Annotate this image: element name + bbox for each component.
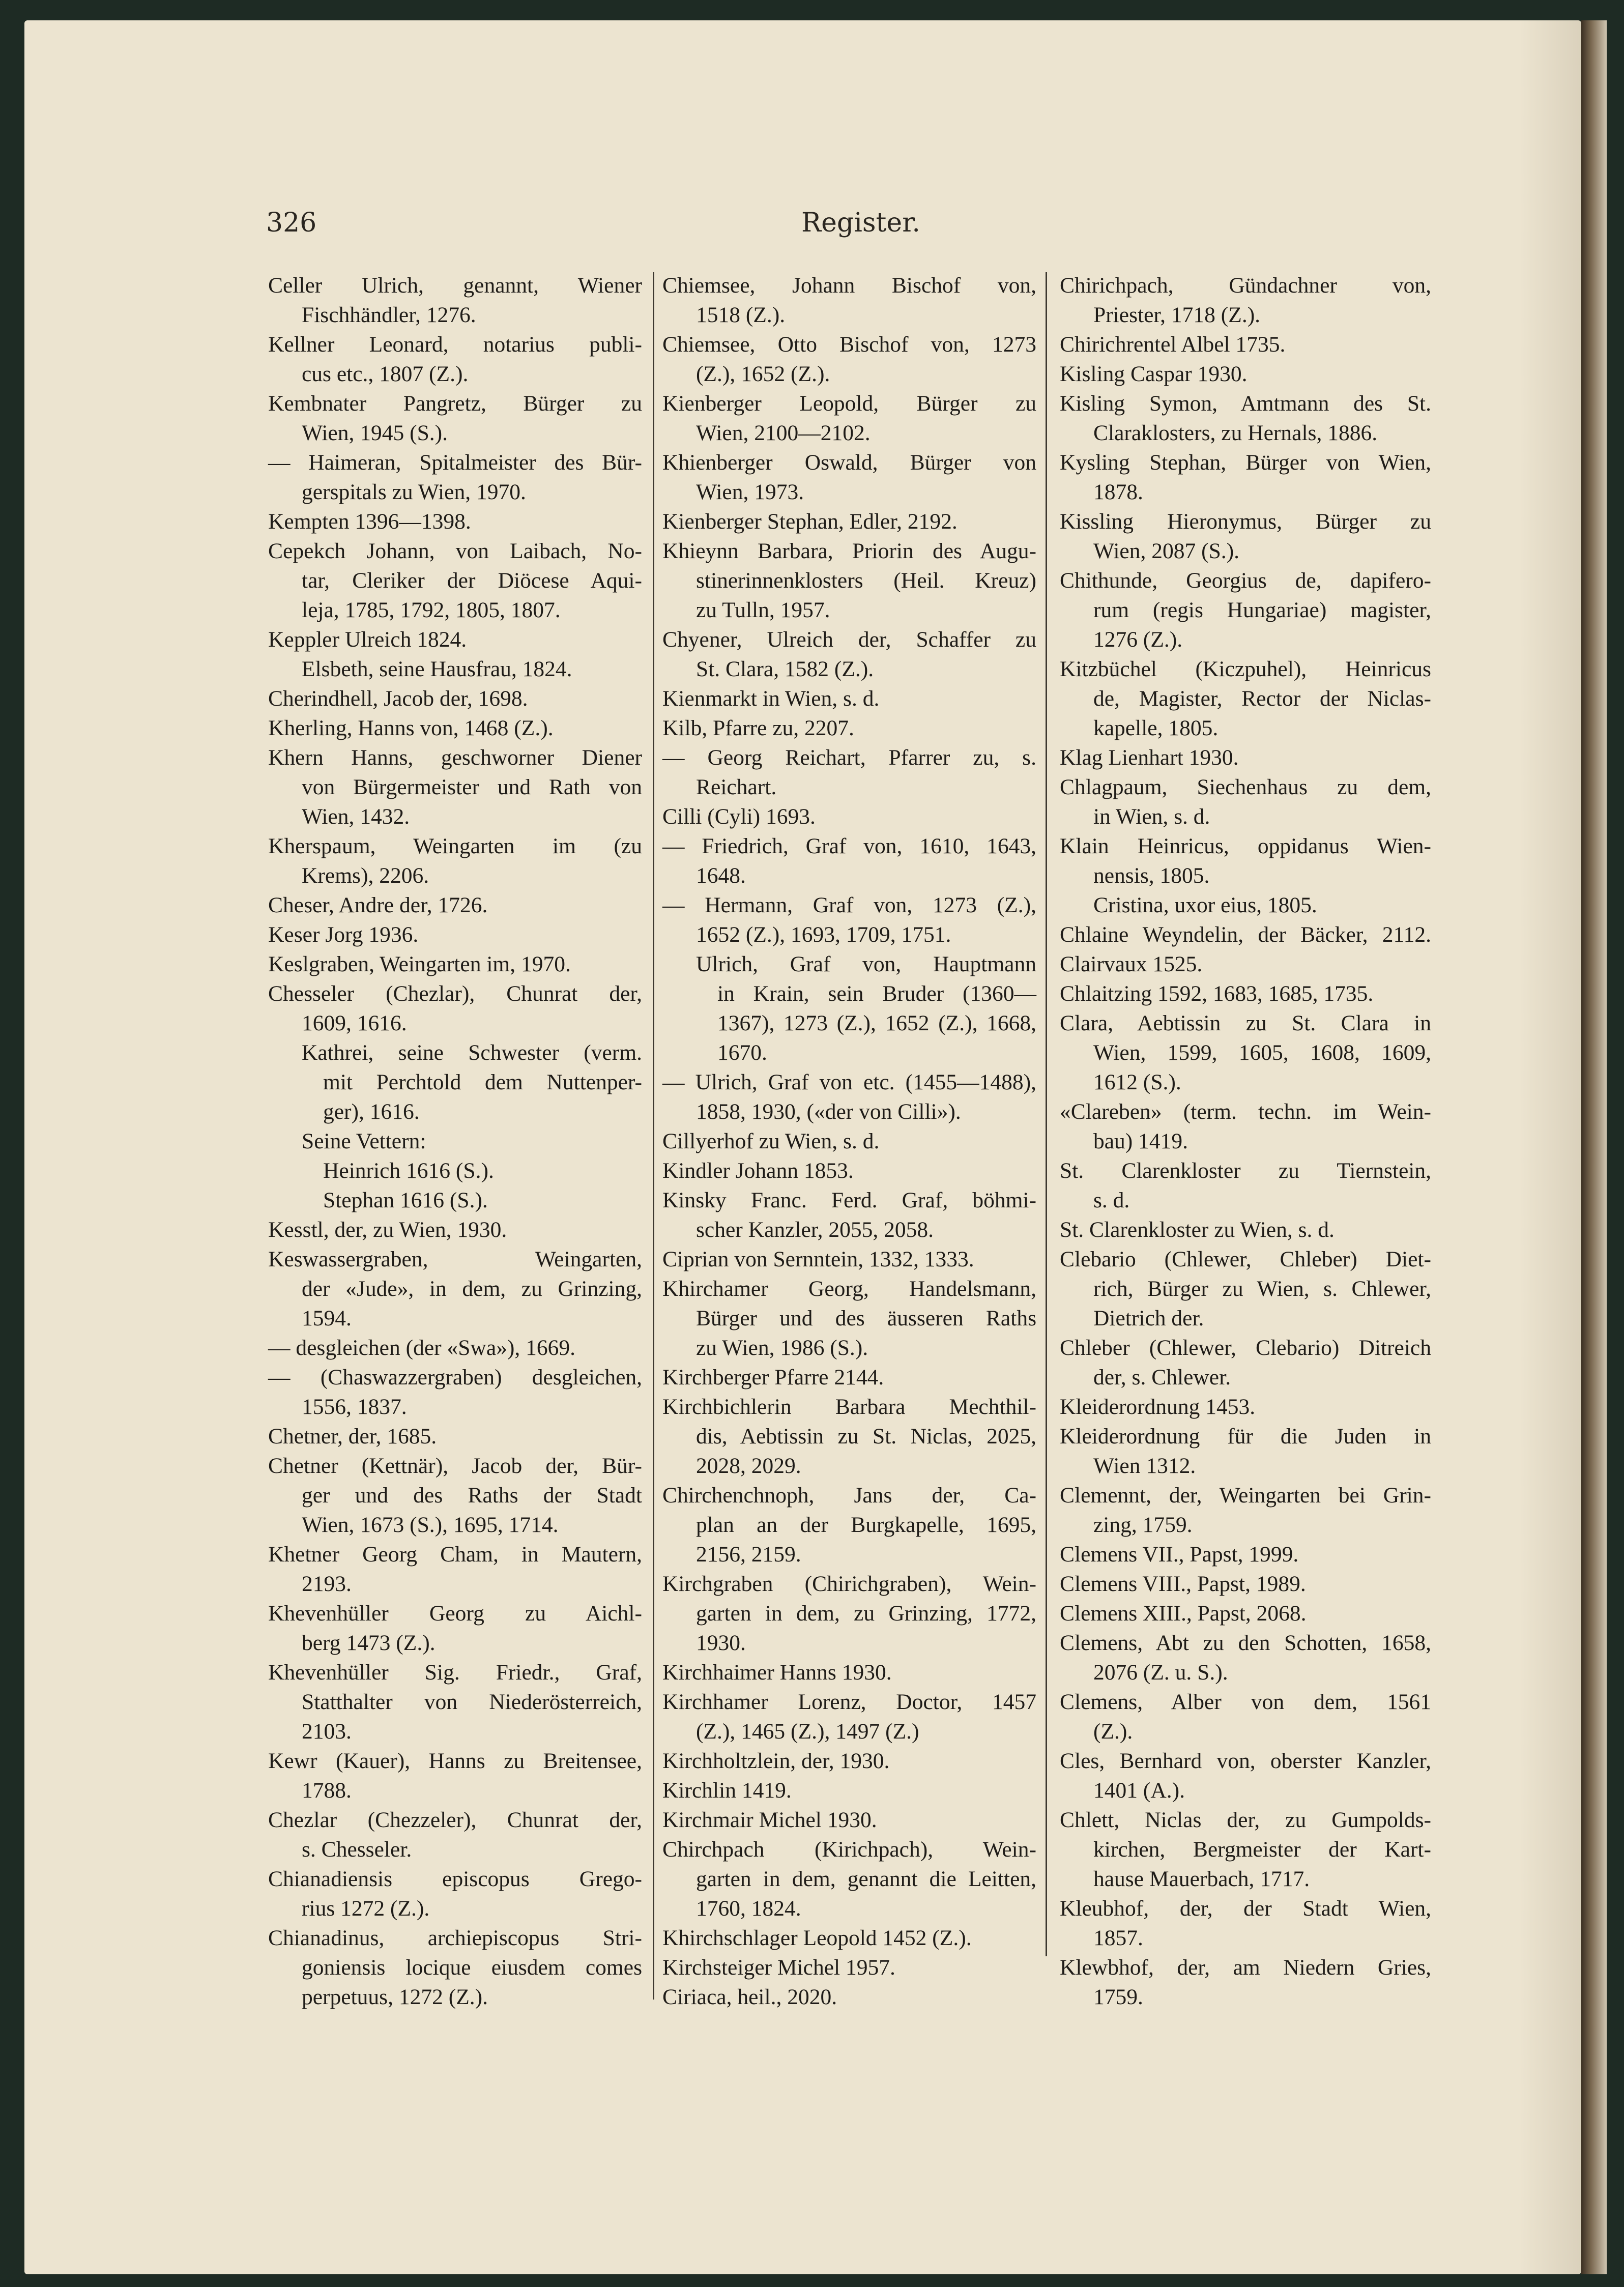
index-line: Statthalter von Niederösterreich, (302, 1690, 642, 1714)
index-line: der, s. Chlewer. (1093, 1365, 1231, 1389)
index-line: Kleubhof, der, der Stadt Wien, (1060, 1896, 1431, 1921)
index-line: 1276 (Z.). (1093, 627, 1183, 652)
index-line: Kembnater Pangretz, Bürger zu (268, 391, 642, 416)
index-line: rum (regis Hungariae) magister, (1093, 598, 1431, 622)
index-line: Kewr (Kauer), Hanns zu Breitensee, (268, 1749, 642, 1773)
index-line: Kirchmair Michel 1930. (662, 1808, 877, 1832)
index-line: Khern Hanns, geschworner Diener (268, 745, 642, 770)
register-column-3 (1060, 271, 1431, 2012)
index-line: — (Chaswazzergraben) desgleichen, (268, 1365, 642, 1389)
index-line: kirchen, Bergmeister der Kart- (1093, 1837, 1431, 1862)
index-line: — Georg Reichart, Pfarrer zu, s. (662, 745, 1036, 770)
index-line: Chezlar (Chezzeler), Chunrat der, (268, 1808, 642, 1832)
index-line: Chianadiensis episcopus Grego- (268, 1867, 642, 1891)
index-line: Kirchgraben (Chirichgraben), Wein- (662, 1572, 1036, 1596)
index-line: Cillyerhof zu Wien, s. d. (662, 1129, 880, 1153)
index-line: Kissling Hieronymus, Bürger zu (1060, 509, 1431, 534)
index-line: Chirchpach (Kirichpach), Wein- (662, 1837, 1036, 1862)
index-line: rich, Bürger zu Wien, s. Chlewer, (1093, 1277, 1431, 1301)
index-line: 1648. (696, 863, 746, 888)
index-line: Kirchberger Pfarre 2144. (662, 1365, 884, 1389)
index-line: 1930. (696, 1631, 746, 1655)
index-line: s. d. (1093, 1188, 1130, 1212)
index-line: Cepekch Johann, von Laibach, No- (268, 539, 642, 563)
index-line: Kleiderordnung für die Juden in (1060, 1424, 1431, 1449)
column-divider (1046, 272, 1047, 1956)
index-line: Chleber (Chlewer, Clebario) Ditreich (1060, 1336, 1431, 1360)
index-line: (Z.). (1093, 1719, 1133, 1744)
index-line: zu Tulln, 1957. (696, 598, 830, 622)
index-line: Kherling, Hanns von, 1468 (Z.). (268, 716, 554, 740)
index-line: Kindler Johann 1853. (662, 1159, 854, 1183)
index-line: Wien 1312. (1093, 1454, 1196, 1478)
index-line: Cherindhell, Jacob der, 1698. (268, 686, 528, 711)
index-line: Kirchhamer Lorenz, Doctor, 1457 (662, 1690, 1036, 1714)
index-line: St. Clarenkloster zu Tiernstein, (1060, 1159, 1431, 1183)
index-line: Clemens, Abt zu den Schotten, 1658, (1060, 1631, 1431, 1655)
index-line: «Clareben» (term. techn. im Wein- (1060, 1099, 1431, 1124)
register-column-1 (268, 271, 642, 2012)
page-fold (1581, 20, 1607, 2274)
register-column-2 (662, 271, 1036, 2012)
index-line: Chiemsee, Otto Bischof von, 1273 (662, 332, 1036, 357)
index-line: Clemens VIII., Papst, 1989. (1060, 1572, 1306, 1596)
index-line: 2028, 2029. (696, 1454, 801, 1478)
index-line: 1652 (Z.), 1693, 1709, 1751. (696, 922, 951, 947)
index-line: Fischhändler, 1276. (302, 303, 476, 327)
index-line: (Z.), 1465 (Z.), 1497 (Z.) (696, 1719, 919, 1744)
index-line: Wien, 1973. (696, 480, 804, 504)
index-line: 1367), 1273 (Z.), 1652 (Z.), 1668, (717, 1011, 1036, 1035)
index-line: Chianadinus, archiepiscopus Stri- (268, 1926, 642, 1950)
index-line: Cristina, uxor eius, 1805. (1093, 893, 1317, 917)
index-line: — Ulrich, Graf von etc. (1455—1488), (662, 1070, 1036, 1094)
index-line: cus etc., 1807 (Z.). (302, 362, 469, 386)
index-line: Chlaitzing 1592, 1683, 1685, 1735. (1060, 981, 1374, 1006)
index-line: Kesstl, der, zu Wien, 1930. (268, 1218, 507, 1242)
index-line: Kirchholtzlein, der, 1930. (662, 1749, 890, 1773)
page-number: 326 (266, 208, 317, 238)
index-line: hause Mauerbach, 1717. (1093, 1867, 1310, 1891)
index-line: 2103. (302, 1719, 352, 1744)
index-line: s. Chesseler. (302, 1837, 412, 1862)
index-line: 1594. (302, 1306, 352, 1330)
index-line: Keslgraben, Weingarten im, 1970. (268, 952, 571, 976)
index-line: 2076 (Z. u. S.). (1093, 1660, 1228, 1685)
index-line: 1518 (Z.). (696, 303, 786, 327)
index-line: Reichart. (696, 775, 777, 799)
index-line: Clara, Aebtissin zu St. Clara in (1060, 1011, 1431, 1035)
index-line: Khieynn Barbara, Priorin des Augu- (662, 539, 1036, 563)
index-line: von Bürgermeister und Rath von (302, 775, 642, 799)
index-line: berg 1473 (Z.). (302, 1631, 436, 1655)
index-line: Clebario (Chlewer, Chleber) Diet- (1060, 1247, 1431, 1271)
index-line: Chesseler (Chezlar), Chunrat der, (268, 981, 642, 1006)
index-line: Kienberger Leopold, Bürger zu (662, 391, 1036, 416)
index-line: Chiemsee, Johann Bischof von, (662, 273, 1036, 298)
index-line: Bürger und des äusseren Raths (696, 1306, 1036, 1330)
index-line: — desgleichen (der «Swa»), 1669. (268, 1336, 576, 1360)
index-line: rius 1272 (Z.). (302, 1896, 430, 1921)
index-line: St. Clara, 1582 (Z.). (696, 657, 874, 681)
index-line: 2193. (302, 1572, 352, 1596)
index-line: dis, Aebtissin zu St. Niclas, 2025, (696, 1424, 1036, 1449)
index-line: Wien, 1432. (302, 804, 410, 829)
index-line: leja, 1785, 1792, 1805, 1807. (302, 598, 561, 622)
index-line: 1878. (1093, 480, 1143, 504)
index-line: de, Magister, Rector der Niclas- (1093, 686, 1431, 711)
index-line: Kysling Stephan, Bürger von Wien, (1060, 450, 1431, 475)
index-line: Kirchlin 1419. (662, 1778, 792, 1803)
index-line: — Friedrich, Graf von, 1610, 1643, (662, 834, 1036, 858)
index-line: Kisling Caspar 1930. (1060, 362, 1248, 386)
index-line: Stephan 1616 (S.). (323, 1188, 488, 1212)
index-line: 1609, 1616. (302, 1011, 407, 1035)
index-line: bau) 1419. (1093, 1129, 1188, 1153)
index-line: Kisling Symon, Amtmann des St. (1060, 391, 1431, 416)
index-line: St. Clarenkloster zu Wien, s. d. (1060, 1218, 1335, 1242)
index-line: 1670. (717, 1040, 767, 1065)
index-line: Cheser, Andre der, 1726. (268, 893, 488, 917)
index-line: Klewbhof, der, am Niedern Gries, (1060, 1955, 1431, 1980)
index-line: Claraklosters, zu Hernals, 1886. (1093, 421, 1378, 445)
index-line: 1759. (1093, 1985, 1143, 2009)
index-line: Keswassergraben, Weingarten, (268, 1247, 642, 1271)
index-line: Chlett, Niclas der, zu Gumpolds- (1060, 1808, 1431, 1832)
index-line: mit Perchtold dem Nuttenper- (323, 1070, 642, 1094)
page-title: Register. (801, 208, 920, 238)
index-line: Chyener, Ulreich der, Schaffer zu (662, 627, 1036, 652)
index-line: Kempten 1396—1398. (268, 509, 471, 534)
index-line: Chlaine Weyndelin, der Bäcker, 2112. (1060, 922, 1431, 947)
index-line: tar, Cleriker der Diöcese Aqui- (302, 568, 642, 593)
index-line: perpetuus, 1272 (Z.). (302, 1985, 488, 2009)
index-line: in Wien, s. d. (1093, 804, 1210, 829)
index-line: Keppler Ulreich 1824. (268, 627, 467, 652)
index-line: Ulrich, Graf von, Hauptmann (696, 952, 1036, 976)
index-line: Khirchschlager Leopold 1452 (Z.). (662, 1926, 972, 1950)
index-line: Kathrei, seine Schwester (verm. (302, 1040, 642, 1065)
index-line: Khetner Georg Cham, in Mautern, (268, 1542, 642, 1567)
index-line: Seine Vettern: (302, 1129, 426, 1153)
index-line: Klain Heinricus, oppidanus Wien- (1060, 834, 1431, 858)
index-line: scher Kanzler, 2055, 2058. (696, 1218, 934, 1242)
index-line: Chirchenchnoph, Jans der, Ca- (662, 1483, 1036, 1508)
index-line: Kirchbichlerin Barbara Mechthil- (662, 1395, 1036, 1419)
index-line: Clairvaux 1525. (1060, 952, 1203, 976)
index-line: Kirchhaimer Hanns 1930. (662, 1660, 892, 1685)
index-line: Clemens, Alber von dem, 1561 (1060, 1690, 1431, 1714)
index-line: Khevenhüller Georg zu Aichl- (268, 1601, 642, 1626)
index-line: Clemens VII., Papst, 1999. (1060, 1542, 1299, 1567)
index-line: 1556, 1837. (302, 1395, 407, 1419)
index-line: Klag Lienhart 1930. (1060, 745, 1239, 770)
index-line: Heinrich 1616 (S.). (323, 1159, 494, 1183)
index-line: stinerinnenklosters (Heil. Kreuz) (696, 568, 1036, 593)
index-line: Kitzbüchel (Kiczpuhel), Heinricus (1060, 657, 1431, 681)
index-line: zing, 1759. (1093, 1513, 1193, 1537)
index-line: nensis, 1805. (1093, 863, 1210, 888)
index-line: Khienberger Oswald, Bürger von (662, 450, 1036, 475)
index-line: ger und des Raths der Stadt (302, 1483, 642, 1508)
index-line: Khirchamer Georg, Handelsmann, (662, 1277, 1036, 1301)
index-line: Cilli (Cyli) 1693. (662, 804, 816, 829)
scan-border (1607, 0, 1624, 2287)
index-line: Kilb, Pfarre zu, 2207. (662, 716, 854, 740)
index-line: Kienmarkt in Wien, s. d. (662, 686, 880, 711)
index-line: Kienberger Stephan, Edler, 2192. (662, 509, 958, 534)
index-line: Wien, 1599, 1605, 1608, 1609, (1093, 1040, 1431, 1065)
index-line: garten in dem, zu Grinzing, 1772, (696, 1601, 1036, 1626)
index-line: Krems), 2206. (302, 863, 429, 888)
index-line: Clemens XIII., Papst, 2068. (1060, 1601, 1307, 1626)
index-line: 2156, 2159. (696, 1542, 801, 1567)
index-line: kapelle, 1805. (1093, 716, 1219, 740)
index-line: Chithunde, Georgius de, dapifero- (1060, 568, 1431, 593)
index-line: Kherspaum, Weingarten im (zu (268, 834, 642, 858)
index-line: Wien, 1945 (S.). (302, 421, 448, 445)
index-line: der «Jude», in dem, zu Grinzing, (302, 1277, 642, 1301)
index-line: Kirchsteiger Michel 1957. (662, 1955, 895, 1980)
index-line: (Z.), 1652 (Z.). (696, 362, 830, 386)
index-line: zu Wien, 1986 (S.). (696, 1336, 868, 1360)
index-line: Chirichpach, Gündachner von, (1060, 273, 1431, 298)
index-line: Ciprian von Sernntein, 1332, 1333. (662, 1247, 974, 1271)
index-line: ger), 1616. (323, 1099, 420, 1124)
index-line: 1401 (A.). (1093, 1778, 1185, 1803)
index-line: Wien, 1673 (S.), 1695, 1714. (302, 1513, 559, 1537)
index-line: Kleiderordnung 1453. (1060, 1395, 1256, 1419)
index-line: — Haimeran, Spitalmeister des Bür- (268, 450, 642, 475)
index-line: Kinsky Franc. Ferd. Graf, böhmi- (662, 1188, 1036, 1212)
index-line: Khevenhüller Sig. Friedr., Graf, (268, 1660, 642, 1685)
index-line: in Krain, sein Bruder (1360— (717, 981, 1036, 1006)
index-line: plan an der Burgkapelle, 1695, (696, 1513, 1036, 1537)
index-line: Ciriaca, heil., 2020. (662, 1985, 837, 2009)
index-line: 1858, 1930, («der von Cilli»). (696, 1099, 961, 1124)
index-line: Celler Ulrich, genannt, Wiener (268, 273, 642, 298)
index-line: Wien, 2087 (S.). (1093, 539, 1239, 563)
column-divider (653, 272, 654, 2000)
index-line: Kellner Leonard, notarius publi- (268, 332, 642, 357)
index-line: Wien, 2100—2102. (696, 421, 871, 445)
index-line: 1857. (1093, 1926, 1143, 1950)
index-line: — Hermann, Graf von, 1273 (Z.), (662, 893, 1036, 917)
index-line: Clemennt, der, Weingarten bei Grin- (1060, 1483, 1431, 1508)
index-line: Keser Jorg 1936. (268, 922, 419, 947)
index-line: 1612 (S.). (1093, 1070, 1181, 1094)
index-line: Elsbeth, seine Hausfrau, 1824. (302, 657, 572, 681)
index-line: Chetner (Kettnär), Jacob der, Bür- (268, 1454, 642, 1478)
index-line: Chetner, der, 1685. (268, 1424, 437, 1449)
index-line: garten in dem, genannt die Leitten, (696, 1867, 1036, 1891)
index-line: Chlagpaum, Siechenhaus zu dem, (1060, 775, 1431, 799)
index-line: 1788. (302, 1778, 352, 1803)
index-line: Dietrich der. (1093, 1306, 1204, 1330)
index-line: gerspitals zu Wien, 1970. (302, 480, 526, 504)
index-line: goniensis locique eiusdem comes (302, 1955, 642, 1980)
index-line: Cles, Bernhard von, oberster Kanzler, (1060, 1749, 1431, 1773)
index-line: Chirichrentel Albel 1735. (1060, 332, 1286, 357)
index-line: 1760, 1824. (696, 1896, 801, 1921)
index-line: Priester, 1718 (Z.). (1093, 303, 1261, 327)
